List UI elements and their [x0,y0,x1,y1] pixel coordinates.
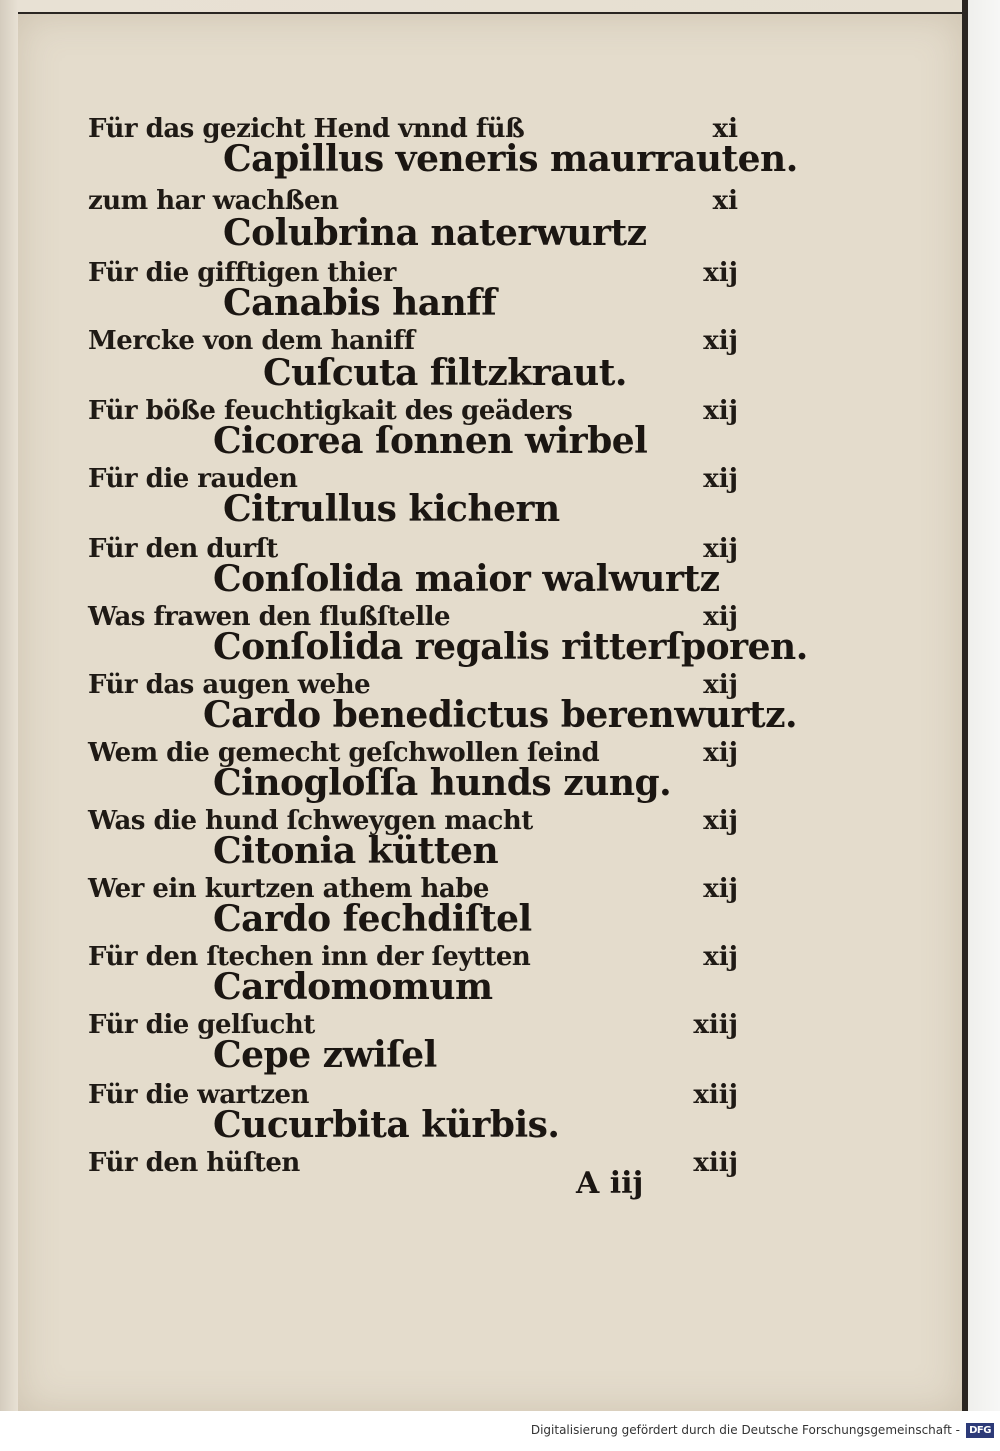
funding-credit: Digitalisierung gefördert durch die Deutsche Forschungsgemeinschaft - [530,1423,960,1437]
folio-number: xij [703,326,738,356]
remedy-text: Was frawen den flußſtelle [88,602,451,632]
plant-heading: Cicorea ſonnen wirbel [213,420,648,462]
plant-heading: Canabis hanff [223,282,497,324]
remedy-text: Für den ſtechen inn der ſeytten [88,942,531,972]
remedy-text: Mercke von dem haniff [88,326,415,356]
remedy-text: Wem die gemecht geſchwollen ſeind [88,738,600,768]
remedy-text: Für das gezicht Hend vnnd füß [88,114,525,144]
plant-heading: Cucurbita kürbis. [213,1104,560,1146]
plant-heading: Citonia kütten [213,830,499,872]
book-page [18,12,964,1412]
folio-number: xij [703,738,738,768]
folio-number: xij [703,396,738,426]
folio-number: xij [703,670,738,700]
folio-number: xiij [693,1148,738,1178]
folio-number: xij [703,534,738,564]
folio-number: xij [703,464,738,494]
folio-number: xij [703,942,738,972]
remedy-text: Wer ein kurtzen athem habe [88,874,489,904]
remedy-text: Für die rauden [88,464,298,494]
dfg-logo-icon: DFG [966,1423,994,1438]
folio-number: xij [703,258,738,288]
remedy-text: Für böße feuchtigkait des geäders [88,396,573,426]
remedy-text: Für die gifftigen thier [88,258,396,288]
remedy-text: Für den durſt [88,534,278,564]
folio-number: xiij [693,1010,738,1040]
folio-number: xij [703,806,738,836]
plant-heading: Conſolida regalis ritterſporen. [213,626,808,668]
plant-heading: Cuſcuta filtzkraut. [263,352,627,394]
plant-heading: Cardo fechdiſtel [213,898,532,940]
plant-heading: Cardomomum [213,966,493,1008]
remedy-text: zum har wachßen [88,186,339,216]
plant-heading: Citrullus kichern [223,488,560,530]
footer-bar [0,1411,1000,1451]
folio-number: xi [712,186,738,216]
folio-number: xiij [693,1080,738,1110]
folio-number: xij [703,874,738,904]
remedy-text: Für den hüſten [88,1148,300,1178]
plant-heading: Cepe zwiſel [213,1034,437,1076]
plant-heading: Conſolida maior walwurtz [213,558,720,600]
page-edge-shadow [962,0,968,1411]
signature-mark: A iij [576,1166,644,1201]
folio-number: xij [703,602,738,632]
plant-heading: Capillus veneris maurrauten. [223,138,798,180]
remedy-text: Für das augen wehe [88,670,371,700]
remedy-text: Was die hund ſchweygen macht [88,806,533,836]
remedy-text: Für die gelſucht [88,1010,315,1040]
plant-heading: Cinogloſſa hunds zung. [213,762,672,804]
plant-heading: Cardo benedictus berenwurtz. [203,694,798,736]
folio-number: xi [712,114,738,144]
plant-heading: Colubrina naterwurtz [223,212,647,254]
remedy-text: Für die wartzen [88,1080,309,1110]
